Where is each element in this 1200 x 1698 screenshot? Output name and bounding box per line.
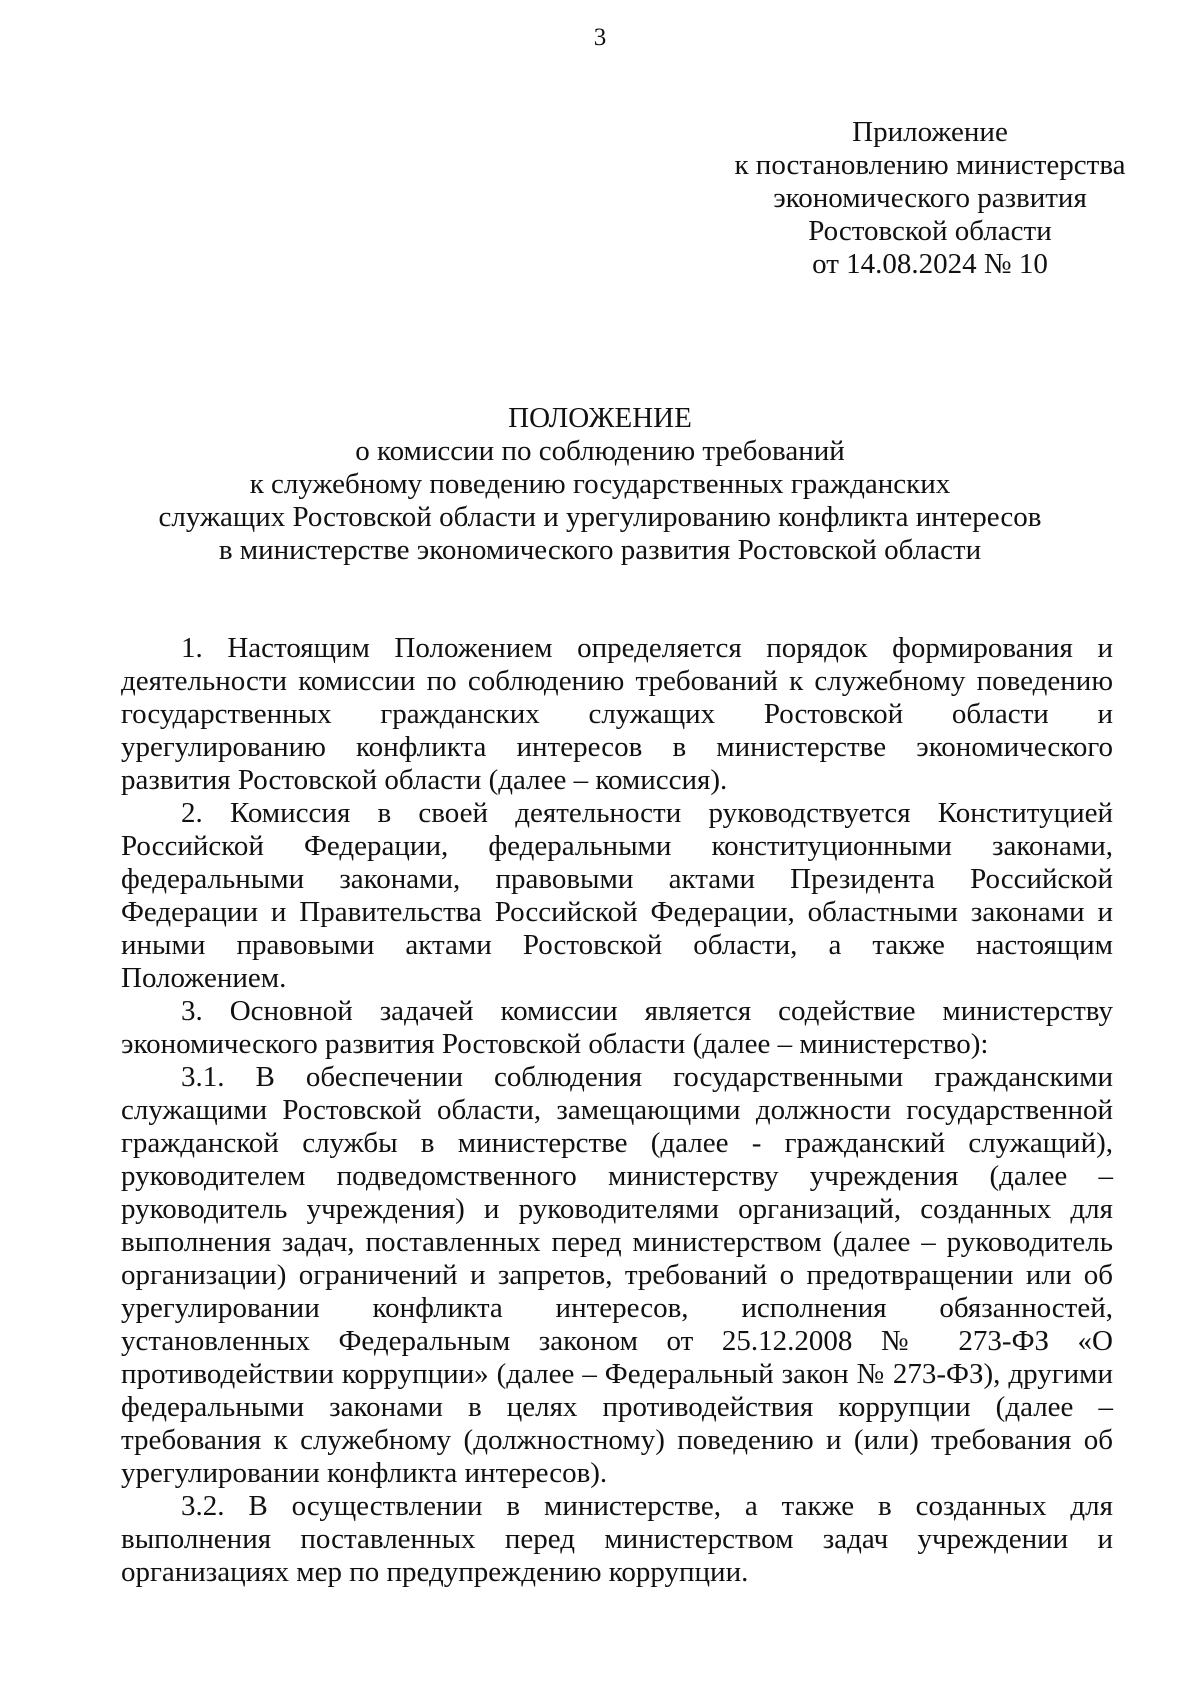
document-subtitle-line: к служебному поведению государственных гражданских xyxy=(249,468,951,500)
appendix-line: к постановлению министерства xyxy=(734,149,1126,181)
appendix-line: Приложение xyxy=(852,116,1008,148)
appendix-line: экономического развития xyxy=(773,182,1087,214)
page-number: 3 xyxy=(593,24,607,51)
document-header xyxy=(0,402,1200,567)
appendix-block xyxy=(710,116,1150,281)
paragraph-3: 3. Основной задачей комиссии является содействие министерству экономического развития Ростовской области (далее – министерство): xyxy=(121,995,1113,1060)
document-subtitle-line: служащих Ростовской области и урегулированию конфликта интересов xyxy=(158,501,1042,533)
appendix-line: Ростовской области xyxy=(808,215,1052,247)
document-title: ПОЛОЖЕНИЕ xyxy=(508,402,692,434)
document-subtitle-line: в министерстве экономического развития Ростовской области xyxy=(218,534,982,566)
paragraph-2: 2. Комиссия в своей деятельности руководствуется Конституцией Российской Федерации, федеральными конституционными законами, федеральными законами, правовыми актами Президента Российской Федерации и Правительства Российской Федерации, областными законами и иными правовыми актами Ростовской области, а также настоящим Положением. xyxy=(121,797,1113,994)
paragraph-3-1: 3.1. В обеспечении соблюдения государственными гражданскими служащими Ростовской области, замещающими должности государственной гражданской службы в министерстве (далее - гражданский служащий), руководителем подведомственного министерству учреждения (далее – руководитель учреждения) и руководителями организаций, созданных для выполнения задач, поставленных перед министерством (далее – руководитель организации) ограничений и запретов, требований о предотвращении или об урегулировании конфликта интересов, исполнения обязанностей, установленных Федеральным законом от 25.12.2008 № 273-ФЗ «О противодействии коррупции» (далее – Федеральный закон № 273-ФЗ), другими федеральными законами в целях противодействия коррупции (далее – требования к служебному (должностному) поведению и (или) требования об урегулировании конфликта интересов). xyxy=(121,1061,1113,1489)
document-body xyxy=(121,632,1113,1589)
document-subtitle-line: о комиссии по соблюдению требований xyxy=(355,435,845,467)
appendix-date-line: от 14.08.2024 № 10 xyxy=(812,248,1048,280)
paragraph-3-2: 3.2. В осуществлении в министерстве, а также в созданных для выполнения поставленных перед министерством задач учреждении и организациях мер по предупреждению коррупции. xyxy=(121,1490,1113,1588)
paragraph-1: 1. Настоящим Положением определяется порядок формирования и деятельности комиссии по соблюдению требований к служебному поведению государственных гражданских служащих Ростовской области и урегулированию конфликта интересов в министерстве экономического развития Ростовской области (далее – комиссия). xyxy=(121,632,1113,796)
